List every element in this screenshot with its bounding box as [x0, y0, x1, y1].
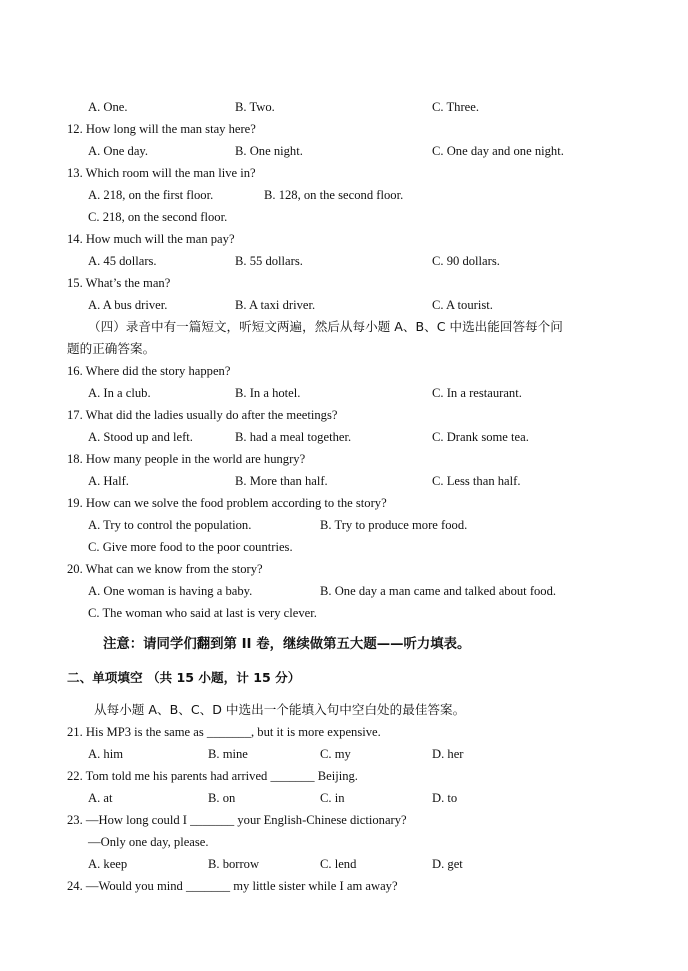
q11-option-a: A. One.: [88, 100, 128, 114]
q12-option-b: B. One night.: [235, 144, 303, 158]
q20-option-c: C. The woman who said at last is very clever.: [88, 606, 317, 620]
q22-option-c: C. in: [320, 791, 345, 805]
q20-option-a: A. One woman is having a baby.: [88, 584, 253, 598]
q17-question: 17. What did the ladies usually do after the meetings?: [67, 408, 338, 422]
q23-option-a: A. keep: [88, 857, 128, 871]
q19-question: 19. How can we solve the food problem according to the story?: [67, 496, 387, 510]
q21-option-d: D. her: [432, 747, 464, 761]
q24-question: 24. —Would you mind _______ my little sister while I am away?: [67, 879, 398, 893]
q23-option-b: B. borrow: [208, 857, 260, 871]
q19-option-c: C. Give more food to the poor countries.: [88, 540, 293, 554]
q23-question: 23. —How long could I _______ your English-Chinese dictionary?: [67, 813, 407, 827]
q19-option-a: A. Try to control the population.: [88, 518, 252, 532]
q19-option-b: B. Try to produce more food.: [320, 518, 468, 532]
q16-option-c: C. In a restaurant.: [432, 386, 522, 400]
q14-option-b: B. 55 dollars.: [235, 254, 303, 268]
q17-option-c: C. Drank some tea.: [432, 430, 529, 444]
q20-question: 20. What can we know from the story?: [67, 562, 263, 576]
q12-option-c: C. One day and one night.: [432, 144, 564, 158]
q15-option-c: C. A tourist.: [432, 298, 493, 312]
q14-option-a: A. 45 dollars.: [88, 254, 157, 268]
q20-option-b: B. One day a man came and talked about food.: [320, 584, 557, 598]
q11-option-b: B. Two.: [235, 100, 275, 114]
q22-question: 22. Tom told me his parents had arrived _______ Beijing.: [67, 769, 358, 783]
q23-option-c: C. lend: [320, 857, 357, 871]
q21-question: 21. His MP3 is the same as _______, but it is more expensive.: [67, 725, 381, 739]
q15-option-a: A. A bus driver.: [88, 298, 168, 312]
q16-option-b: B. In a hotel.: [235, 386, 301, 400]
q18-question: 18. How many people in the world are hungry?: [67, 452, 306, 466]
q13-option-a: A. 218, on the first floor.: [88, 188, 214, 202]
q15-option-b: B. A taxi driver.: [235, 298, 316, 312]
q22-option-a: A. at: [88, 791, 113, 805]
q23-reply: —Only one day, please.: [88, 835, 209, 849]
q17-option-a: A. Stood up and left.: [88, 430, 193, 444]
q18-option-a: A. Half.: [88, 474, 129, 488]
section2-title: 二、单项填空 （共 15 小题，计 15 分）: [67, 670, 301, 685]
notice-text: 注意：请同学们翻到第 II 卷，继续做第五大题——听力填表。: [103, 637, 471, 652]
q11-option-c: C. Three.: [432, 100, 479, 114]
part4-instruction-line1: （四）录音中有一篇短文，听短文两遍，然后从每小题 A、B、C 中选出能回答每个问: [88, 319, 563, 334]
q13-question: 13. Which room will the man live in?: [67, 166, 256, 180]
q23-option-d: D. get: [432, 857, 463, 871]
q22-option-d: D. to: [432, 791, 458, 805]
q21-option-b: B. mine: [208, 747, 248, 761]
part4-instruction-line2: 题的正确答案。: [67, 341, 156, 356]
q14-option-c: C. 90 dollars.: [432, 254, 500, 268]
q22-option-b: B. on: [208, 791, 236, 805]
q16-question: 16. Where did the story happen?: [67, 364, 231, 378]
q16-option-a: A. In a club.: [88, 386, 151, 400]
q18-option-b: B. More than half.: [235, 474, 328, 488]
q12-option-a: A. One day.: [88, 144, 149, 158]
q14-question: 14. How much will the man pay?: [67, 232, 235, 246]
q15-question: 15. What’s the man?: [67, 276, 171, 290]
q17-option-b: B. had a meal together.: [235, 430, 352, 444]
q13-option-c: C. 218, on the second floor.: [88, 210, 228, 224]
q21-option-a: A. him: [88, 747, 123, 761]
q13-option-b: B. 128, on the second floor.: [264, 188, 404, 202]
section2-instruction: 从每小题 A、B、C、D 中选出一个能填入句中空白处的最佳答案。: [94, 702, 466, 717]
q18-option-c: C. Less than half.: [432, 474, 521, 488]
q21-option-c: C. my: [320, 747, 351, 761]
q12-question: 12. How long will the man stay here?: [67, 122, 256, 136]
